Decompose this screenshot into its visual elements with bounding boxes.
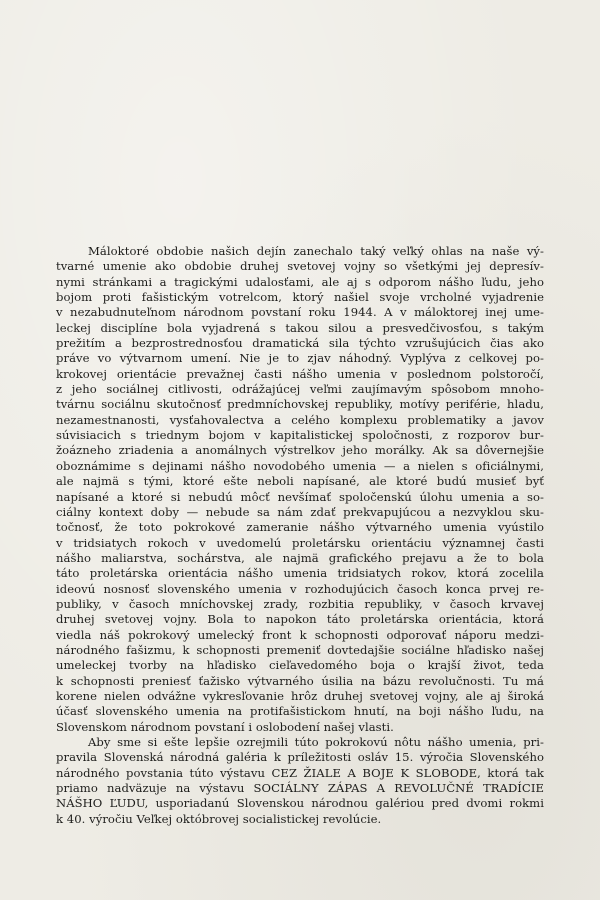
text-line: priamo nadväzuje na výstavu SOCIÁLNY ZÁPAS A REVOLUČNÉ TRADÍCIE bbox=[56, 781, 544, 796]
text-line: ideovú nosnosť slovenského umenia v rozhodujúcich časoch konca prvej re- bbox=[56, 581, 544, 596]
text-line: tvarné umenie ako obdobie druhej svetovej vojny so všetkými jej depresív- bbox=[56, 259, 544, 274]
text-line: umeleckej tvorby na hľadisko cieľavedomého boja o krajší život, teda bbox=[56, 658, 544, 673]
text-line: účasť slovenského umenia na protifašistickom hnutí, na boji nášho ľudu, na bbox=[56, 704, 544, 719]
text-line: ciálny kontext doby — nebude sa nám zdať prekvapujúcou a nezvyklou sku- bbox=[56, 504, 544, 519]
text-line: publiky, v časoch mníchovskej zrady, rozbitia republiky, v časoch krvavej bbox=[56, 596, 544, 611]
text-line: práve vo výtvarnom umení. Nie je to zjav náhodný. Vyplýva z celkovej po- bbox=[56, 351, 544, 366]
text-line: prežitím a bezprostrednosťou dramatická sila týchto vzrušujúcich čias ako bbox=[56, 336, 544, 351]
text-line: Máloktoré obdobie našich dejín zanechalo taký veľký ohlas na naše vý- bbox=[88, 244, 544, 258]
text-line: v tridsiatych rokoch v uvedomelú proletársku orientáciu významnej časti bbox=[56, 535, 544, 550]
text-line: korene nielen odvážne vykresľovanie hrôz druhej svetovej vojny, ale aj široká bbox=[56, 688, 544, 703]
text-line: nymi stránkami a tragickými udalosťami, ale aj s odporom nášho ľudu, jeho bbox=[56, 274, 544, 289]
text-line: nezamestnanosti, vysťahovalectva a celého komplexu problematiky a javov bbox=[56, 412, 544, 427]
text-line: pravila Slovenská národná galéria k príležitosti osláv 15. výročia Slovenského bbox=[56, 750, 544, 765]
text-line: oboznámime s dejinami nášho novodobého umenia — a nielen s oficiálnymi, bbox=[56, 458, 544, 473]
text-line: z jeho sociálnej citlivosti, odrážajúcej veľmi zaujímavým spôsobom mnoho- bbox=[56, 382, 544, 397]
text-line: Aby sme si ešte lepšie ozrejmili túto pokrokovú nôtu nášho umenia, pri- bbox=[88, 735, 544, 749]
paragraph-1 bbox=[56, 244, 544, 735]
text-line: Slovenskom národnom povstaní i oslobodení našej vlasti. bbox=[56, 719, 394, 734]
text-line: NÁŠHO ĽUDU, usporiadanú Slovenskou národnou galériou pred dvomi rokmi bbox=[56, 796, 544, 811]
text-line: krokovej orientácie prevažnej časti nášho umenia v poslednom polstoročí, bbox=[56, 366, 544, 381]
text-line: k 40. výročiu Veľkej októbrovej socialistickej revolúcie. bbox=[56, 811, 382, 826]
text-line: k schopnosti preniesť ťažisko výtvarného úsilia na bázu revolučnosti. Tu má bbox=[56, 673, 544, 688]
text-line: druhej svetovej vojny. Bola to napokon táto proletárska orientácia, ktorá bbox=[56, 612, 544, 627]
text-line: točnosť, že toto pokrokové zameranie nášho výtvarného umenia vyústilo bbox=[56, 520, 544, 535]
text-line: žoázneho zriadenia a anomálnych výstrelkov jeho morálky. Ak sa dôvernejšie bbox=[56, 443, 544, 458]
text-line: tvárnu sociálnu skutočnosť predmníchovskej republiky, motívy periférie, hladu, bbox=[56, 397, 544, 412]
text-line: ale najmä s tými, ktoré ešte neboli napísané, ale ktoré budú musieť byť bbox=[56, 474, 544, 489]
text-line: napísané a ktoré si nebudú môcť nevšímať spoločenskú úlohu umenia a so- bbox=[56, 489, 544, 504]
text-line: viedla náš pokrokový umelecký front k schopnosti odporovať náporu medzi- bbox=[56, 627, 544, 642]
text-line: súvisiacich s triednym bojom v kapitalistickej spoločnosti, z rozporov bur- bbox=[56, 428, 544, 443]
text-line: národného povstania túto výstavu CEZ ŽIALE A BOJE K SLOBODE, ktorá tak bbox=[56, 765, 544, 780]
text-line: nášho maliarstva, sochárstva, ale najmä grafického prejavu a že to bola bbox=[56, 550, 544, 565]
paragraph-2 bbox=[56, 735, 544, 827]
text-line: leckej disciplíne bola vyjadrená s takou silou a presvedčivosťou, s takým bbox=[56, 320, 544, 335]
text-line: bojom proti fašistickým votrelcom, ktorý našiel svoje vrcholné vyjadrenie bbox=[56, 290, 544, 305]
text-line: táto proletárska orientácia nášho umenia tridsiatych rokov, ktorá zocelila bbox=[56, 566, 544, 581]
text-line: národného fašizmu, k schopnosti premeniť dovtedajšie sociálne hľadisko našej bbox=[56, 642, 544, 657]
text-line: v nezabudnuteľnom národnom povstaní roku 1944. A v máloktorej inej ume- bbox=[56, 305, 544, 320]
body-text bbox=[56, 244, 544, 827]
